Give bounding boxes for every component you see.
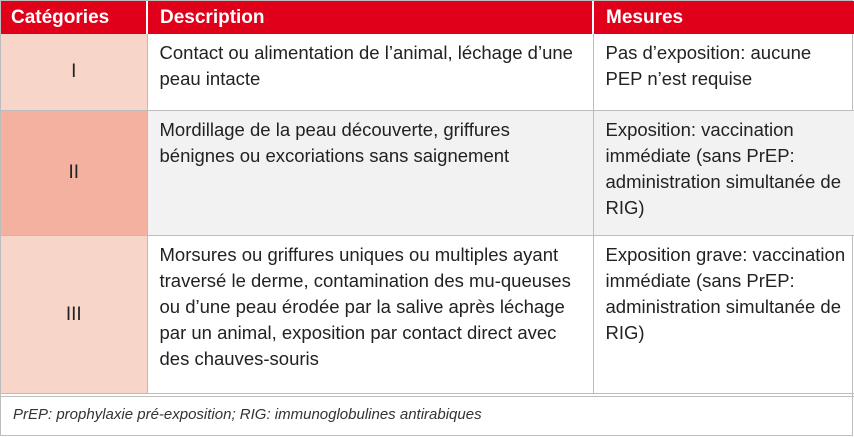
measures-cell: Pas d’exposition: aucune PEP n’est requise xyxy=(593,34,854,111)
measures-cell: Exposition grave: vaccination immédiate (sans PrEP: administration simultanée de RIG) xyxy=(593,236,854,394)
table-row xyxy=(1,111,854,236)
header-row xyxy=(1,1,854,34)
measures-cell: Exposition: vaccination immédiate (sans PrEP: administration simultanée de RIG) xyxy=(593,111,854,236)
category-cell: III xyxy=(1,236,147,394)
description-cell: Morsures ou griffures uniques ou multiples ayant traversé le derme, contamination des mu-queuses ou d’une peau érodée par la salive après léchage par un animal, exposition par contact direct avec des chauves-souris xyxy=(147,236,593,394)
description-cell: Contact ou alimentation de l’animal, léchage d’une peau intacte xyxy=(147,34,593,111)
table-row xyxy=(1,236,854,394)
table-footnote: PrEP: prophylaxie pré-exposition; RIG: immunoglobulines antirabiques xyxy=(1,396,854,437)
category-cell: II xyxy=(1,111,147,236)
table-row xyxy=(1,34,854,111)
description-cell: Mordillage de la peau découverte, griffures bénignes ou excoriations sans saignement xyxy=(147,111,593,236)
category-cell: I xyxy=(1,34,147,111)
header-categories: Catégories xyxy=(1,1,147,34)
table xyxy=(1,1,854,394)
header-description: Description xyxy=(147,1,593,34)
header-mesures: Mesures xyxy=(593,1,854,34)
